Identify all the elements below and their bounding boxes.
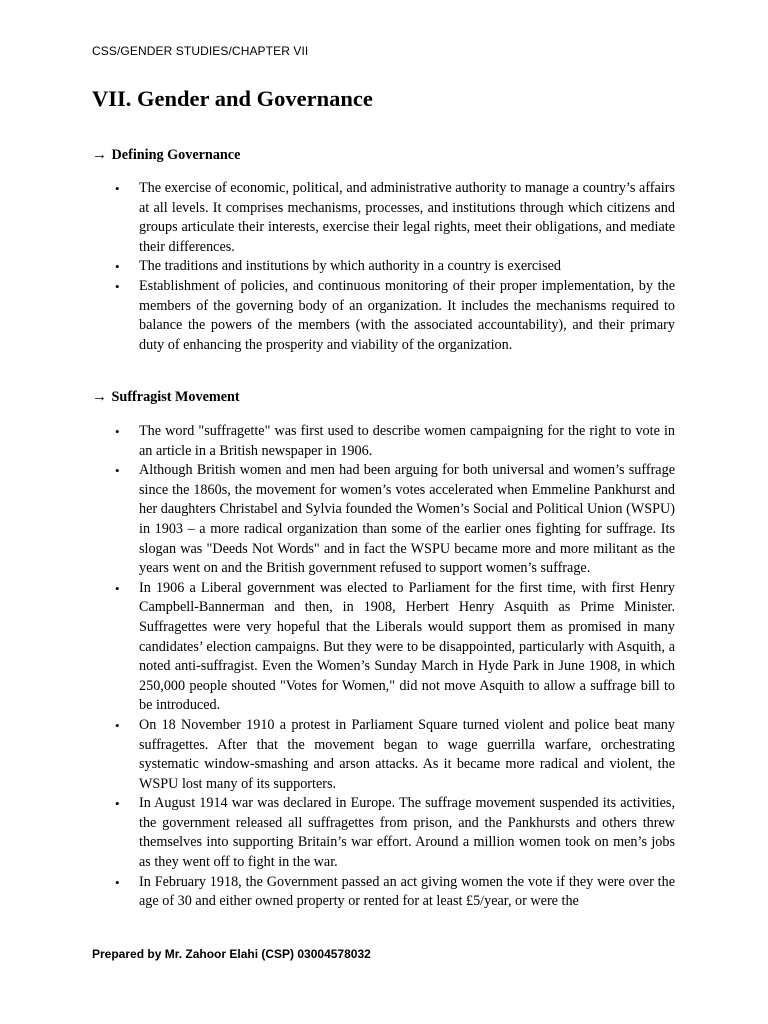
list-item-text: The exercise of economic, political, and administrative authority to manage a country’s affairs at all levels. It comprises mechanisms, processes, and institutions through which citizens and groups articulate their interests, exercise their legal rights, meet their obligations, and mediate their differences. [139, 180, 675, 255]
bullet-icon: • [115, 580, 120, 596]
section-heading-defining-governance [92, 147, 240, 164]
arrow-icon: → [92, 389, 107, 405]
arrow-icon: → [92, 147, 107, 163]
list-item [92, 579, 675, 716]
list-item-text: On 18 November 1910 a protest in Parliament Square turned violent and police beat many suffragettes. After that the movement began to wage guerrilla warfare, orchestrating systematic window-smashing and arson attacks. As it became more radical and violent, the WSPU lost many of its supporters. [139, 716, 675, 792]
list-item [92, 422, 675, 461]
list-item [92, 257, 675, 277]
list-item-text: The word "suffragette" was first used to describe women campaigning for the right to vote in an article in a British newspaper in 1906. [139, 423, 675, 459]
list-item-text: In August 1914 war was declared in Europe. The suffrage movement suspended its activities, the government released all suffragettes from prison, and the Pankhursts and others threw themselves into supporting Britain’s war effort. Around a million women took on men’s jobs as they went off to fight in the war. [139, 795, 675, 871]
list-item-text: Although British women and men had been arguing for both universal and women’s suffrage since the 1860s, the movement for women’s votes accelerated when Emmeline Pankhurst and her daughters Christabel and Sylvia founded the Women’s Social and Political Union (WSPU) in 1903 – a more radical organization than some of the earlier ones fighting for suffrage. Its slogan was "Deeds Not Words" and in fact the WSPU became more and more militant as the years went on and the British government refused to support women’s suffrage. [139, 462, 675, 577]
list-item [92, 461, 675, 579]
bullet-icon: • [115, 717, 120, 733]
suffragist-bullet-list [92, 422, 675, 912]
bullet-icon: • [115, 463, 120, 479]
list-item [92, 873, 675, 912]
bullet-icon: • [115, 278, 120, 294]
running-header: CSS/GENDER STUDIES/CHAPTER VII [92, 44, 309, 58]
list-item-text: Establishment of policies, and continuous monitoring of their proper implementation, by the members of the governing body of an organization. It includes the mechanisms required to balance the powers of the members (with the associated accountability), and their primary duty of enhancing the prosperity and viability of the organization. [139, 277, 675, 353]
list-item [92, 277, 675, 355]
section-heading-suffragist-movement [92, 389, 240, 406]
list-item-text: In 1906 a Liberal government was elected to Parliament for the first time, with first Henry Campbell-Bannerman and then, in 1908, Herbert Henry Asquith as Prime Minister. Suffragettes were very hopeful that the Liberals would support them as promised in many candidates’ election campaigns. But they were to be disappointed, particularly with Asquith, a noted anti-suffragist. Even the Women’s Sunday March in Hyde Park in June 1908, in which 250,000 people shouted "Votes for Women," did not move Asquith to allow a suffrage bill to be introduced. [139, 579, 675, 714]
page-footer: Prepared by Mr. Zahoor Elahi (CSP) 03004578032 [92, 947, 371, 961]
bullet-icon: • [115, 181, 120, 196]
list-item-text: The traditions and institutions by which authority in a country is exercised [139, 258, 561, 275]
bullet-icon: • [115, 874, 120, 890]
bullet-icon: • [115, 796, 120, 812]
list-item [92, 179, 675, 257]
chapter-title: VII. Gender and Governance [92, 86, 373, 111]
bullet-icon: • [115, 259, 120, 275]
list-item [92, 716, 675, 794]
list-item-text: In February 1918, the Government passed an act giving women the vote if they were over the age of 30 and either owned property or rented for at least £5/year, or were the [139, 873, 675, 910]
section-heading-text: Suffragist Movement [111, 389, 240, 405]
section-heading-text: Defining Governance [111, 147, 241, 163]
governance-bullet-list [92, 179, 675, 355]
list-item [92, 794, 675, 872]
bullet-icon: • [115, 424, 120, 439]
